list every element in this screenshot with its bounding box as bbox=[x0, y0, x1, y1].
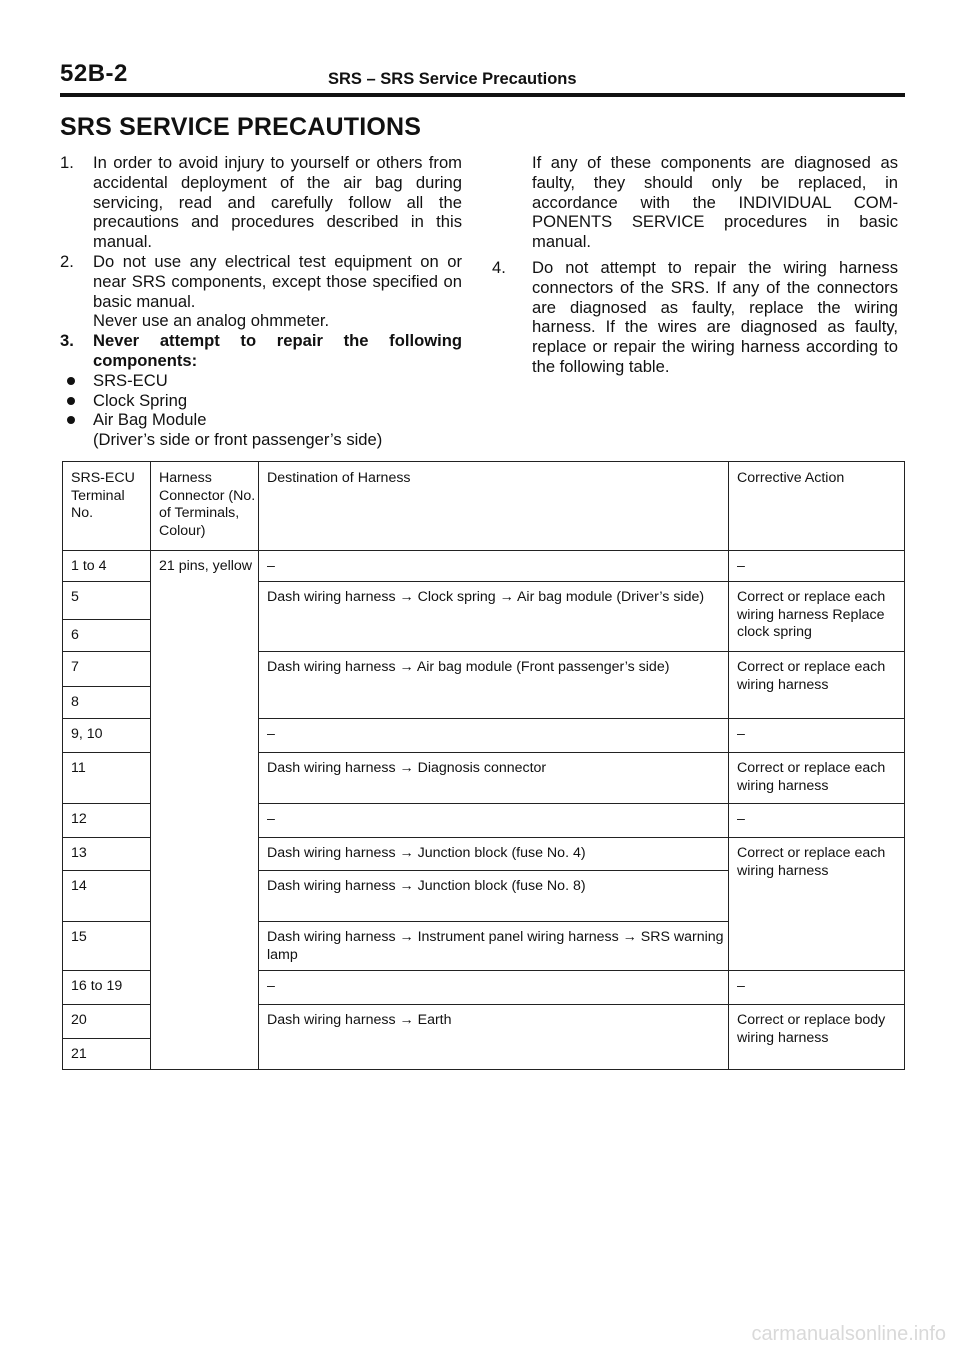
destination-cell: – bbox=[259, 551, 729, 582]
destination-cell: Dash wiring harness → Earth bbox=[259, 1005, 729, 1070]
destination-cell: – bbox=[259, 971, 729, 1005]
bullet-icon bbox=[67, 397, 75, 405]
item-note: Never use an analog ohmmeter. bbox=[93, 311, 330, 331]
terminal-cell: 15 bbox=[63, 922, 151, 971]
item-text: Do not use any electrical test equipment on or near SRS components, except those specified on basic manual. bbox=[93, 251, 462, 311]
right-column bbox=[492, 153, 898, 377]
item-text: Never attempt to repair the following components: bbox=[93, 331, 462, 370]
terminal-cell: 16 to 19 bbox=[63, 971, 151, 1005]
page-number: 52B-2 bbox=[60, 60, 128, 87]
destination-cell: – bbox=[259, 719, 729, 753]
bullet-icon bbox=[67, 416, 75, 424]
destination-cell: Dash wiring harness → Junction block (fuse No. 8) bbox=[259, 871, 729, 922]
destination-cell: Dash wiring harness → Instrument panel wiring harness → SRS warning lamp bbox=[259, 922, 729, 971]
item-number: 4. bbox=[492, 257, 506, 277]
action-cell: Correct or replace body wiring harness bbox=[729, 1005, 905, 1070]
destination-cell: Dash wiring harness → Diagnosis connector bbox=[259, 753, 729, 804]
action-cell: – bbox=[729, 719, 905, 753]
terminal-cell: 7 bbox=[63, 652, 151, 687]
precaution-item-1 bbox=[60, 153, 462, 252]
item-number: 1. bbox=[60, 153, 74, 172]
item-3-continuation: If any of these components are diagnosed as faulty, they should only be replaced, in accordance with the INDIVIDUAL COM-PONENTS SERVICE procedures in basic manual. bbox=[532, 153, 898, 252]
list-item: Air Bag Module bbox=[60, 410, 462, 430]
page-title: SRS SERVICE PRECAUTIONS bbox=[60, 113, 422, 141]
connector-cell: 21 pins, yellow bbox=[151, 551, 259, 1070]
item-note: (Driver’s side or front passenger’s side) bbox=[93, 430, 383, 450]
action-cell: Correct or replace each wiring harness bbox=[729, 753, 905, 804]
terminal-cell: 21 bbox=[63, 1039, 151, 1070]
action-cell: – bbox=[729, 971, 905, 1005]
action-cell: Correct or replace each wiring harness Replace clock spring bbox=[729, 582, 905, 652]
header-rule bbox=[60, 93, 905, 97]
list-item: SRS-ECU bbox=[60, 371, 462, 391]
column-header-terminal: SRS-ECU Terminal No. bbox=[63, 462, 151, 551]
terminal-cell: 14 bbox=[63, 871, 151, 922]
table-header-row bbox=[63, 462, 905, 551]
item-text: In order to avoid injury to yourself or others from accidental deployment of the air bag during servicing, read and carefully follow all the precautions and procedures described in this manual. bbox=[93, 153, 462, 252]
harness-table bbox=[62, 461, 905, 1070]
column-header-action: Corrective Action bbox=[729, 462, 905, 551]
action-cell: Correct or replace each wiring harness bbox=[729, 838, 905, 971]
precaution-item-3 bbox=[60, 331, 462, 371]
destination-cell: Dash wiring harness → Air bag module (Front passenger’s side) bbox=[259, 652, 729, 719]
terminal-cell: 5 bbox=[63, 582, 151, 620]
action-cell: – bbox=[729, 551, 905, 582]
column-header-destination: Destination of Harness bbox=[259, 462, 729, 551]
section-title: SRS – SRS Service Precautions bbox=[328, 70, 577, 88]
item-text: Do not attempt to repair the wiring harness connectors of the SRS. If any of the connectors are diagnosed as faulty, replace the wiring harness. If the wires are diagnosed as faulty, replace or repair the wiring harness according to the following table. bbox=[532, 257, 898, 376]
terminal-cell: 13 bbox=[63, 838, 151, 871]
destination-cell: Dash wiring harness → Clock spring → Air bag module (Driver’s side) bbox=[259, 582, 729, 652]
left-column bbox=[60, 153, 462, 450]
destination-cell: Dash wiring harness → Junction block (fuse No. 4) bbox=[259, 838, 729, 871]
table-row bbox=[63, 551, 905, 582]
watermark: carmanualsonline.info bbox=[751, 1323, 946, 1345]
page-header bbox=[60, 60, 905, 96]
bullet-icon bbox=[67, 377, 75, 385]
terminal-cell: 12 bbox=[63, 804, 151, 838]
item-number: 3. bbox=[60, 331, 74, 351]
terminal-cell: 6 bbox=[63, 620, 151, 652]
destination-cell: – bbox=[259, 804, 729, 838]
terminal-cell: 1 to 4 bbox=[63, 551, 151, 582]
action-cell: Correct or replace each wiring harness bbox=[729, 652, 905, 719]
terminal-cell: 20 bbox=[63, 1005, 151, 1039]
precaution-item-4 bbox=[492, 258, 898, 377]
precaution-item-2 bbox=[60, 252, 462, 311]
terminal-cell: 8 bbox=[63, 687, 151, 719]
component-list bbox=[60, 371, 462, 430]
item-number: 2. bbox=[60, 251, 74, 271]
terminal-cell: 11 bbox=[63, 753, 151, 804]
action-cell: – bbox=[729, 804, 905, 838]
list-item: Clock Spring bbox=[60, 391, 462, 411]
column-header-connector: Harness Connector (No. of Terminals, Colour) bbox=[151, 462, 259, 551]
terminal-cell: 9, 10 bbox=[63, 719, 151, 753]
